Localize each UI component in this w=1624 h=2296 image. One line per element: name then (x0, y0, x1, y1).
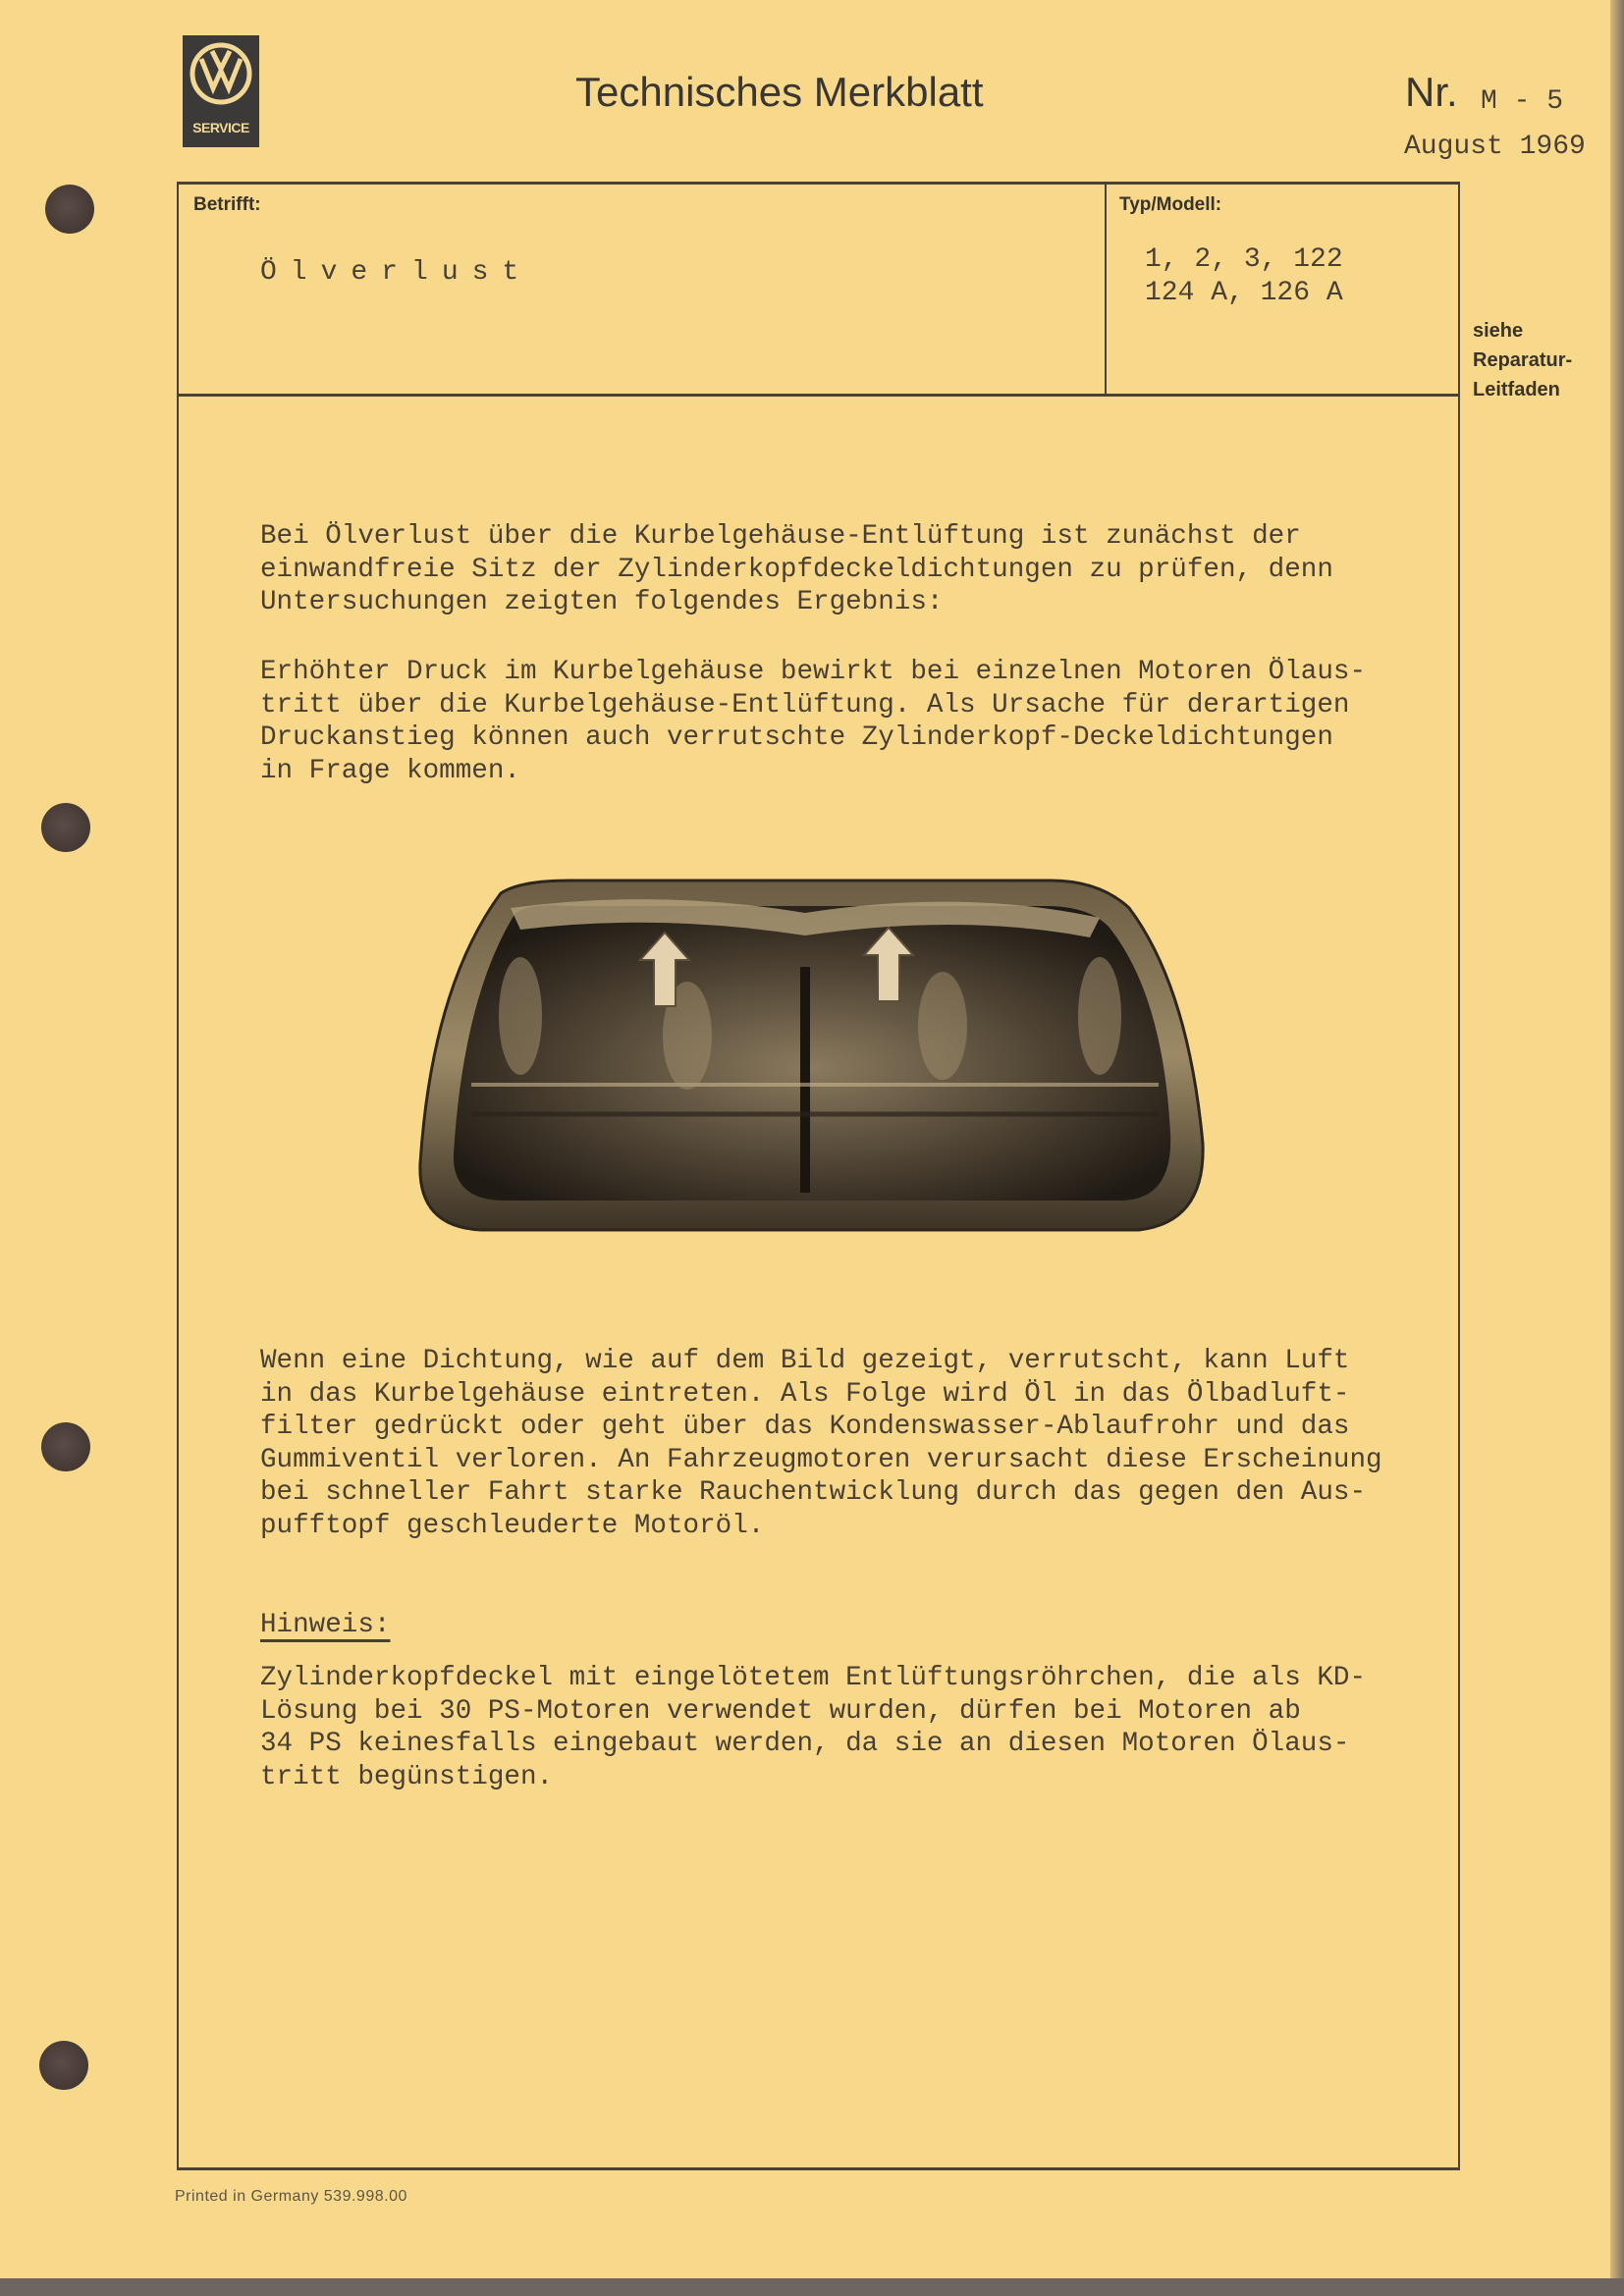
note-text: Zylinderkopfdeckel mit eingelötetem Entlüftungsröhrchen, die als KD- Lösung bei 30 PS-Motoren verwendet wurden, dürfen bei Motoren ab 34 PS keinesfalls eingebaut werden, da sie an diesen Motoren Ölaus- tritt begünstigen. (260, 1663, 1367, 1792)
punch-hole (41, 803, 90, 852)
model-label: Typ/Modell: (1119, 194, 1222, 215)
punch-hole (41, 1422, 90, 1471)
punch-hole (39, 2041, 88, 2090)
punch-hole (45, 185, 94, 234)
page-edge-bottom (0, 2278, 1624, 2296)
gasket-photo (412, 869, 1208, 1242)
model-line: 124 A, 126 A (1145, 278, 1343, 308)
page-edge-right (1610, 0, 1624, 2296)
subject-value: Ölverlust (260, 257, 533, 288)
document-title: Technisches Merkblatt (575, 69, 984, 115)
model-list (1145, 243, 1343, 310)
side-note-line: Leitfaden (1473, 379, 1560, 400)
paragraph-2: Erhöhter Druck im Kurbelgehäuse bewirkt bei einzelnen Motoren Ölaus- tritt über die Kurbelgehäuse-Entlüftung. Als Ursache für derartigen Druckanstieg können auch verrutschte Zylinderkopf-Deckeldichtungen in Frage kommen. (260, 657, 1367, 786)
side-note-line: siehe (1473, 320, 1524, 342)
logo-service-text: SERVICE (192, 120, 249, 135)
note-heading: Hinweis: (260, 1610, 391, 1640)
vw-service-logo (183, 35, 259, 147)
number-label: Nr. (1405, 69, 1458, 115)
paragraph-1: Bei Ölverlust über die Kurbelgehäuse-Entlüftung ist zunächst der einwandfreie Sitz der Zylinderkopfdeckeldichtungen zu prüfen, denn Untersuchungen zeigten folgendes Ergebnis: (260, 521, 1333, 617)
side-note (1473, 316, 1572, 404)
paragraph-3: Wenn eine Dichtung, wie auf dem Bild gezeigt, verrutscht, kann Luft in das Kurbelgehäuse eintreten. Als Folge wird Öl in das Ölbadluft- filter gedrückt oder geht über das Kondenswasser-Ablaufrohr und das Gummiventil verloren. An Fahrzeugmotoren verursacht diese Erscheinung bei schneller Fahrt starke Rauchentwicklung durch das gegen den Aus- pufftopf geschleuderte Motoröl. (260, 1346, 1382, 1541)
column-divider (1105, 182, 1107, 396)
issue-date: August 1969 (1404, 132, 1586, 162)
header-divider (177, 394, 1460, 397)
number-value: M - 5 (1481, 86, 1564, 117)
vw-logo-icon (189, 41, 253, 106)
model-line: 1, 2, 3, 122 (1145, 244, 1343, 275)
side-note-line: Reparatur- (1473, 349, 1573, 371)
subject-label: Betrifft: (193, 194, 261, 215)
print-footer: Printed in Germany 539.998.00 (175, 2188, 407, 2205)
